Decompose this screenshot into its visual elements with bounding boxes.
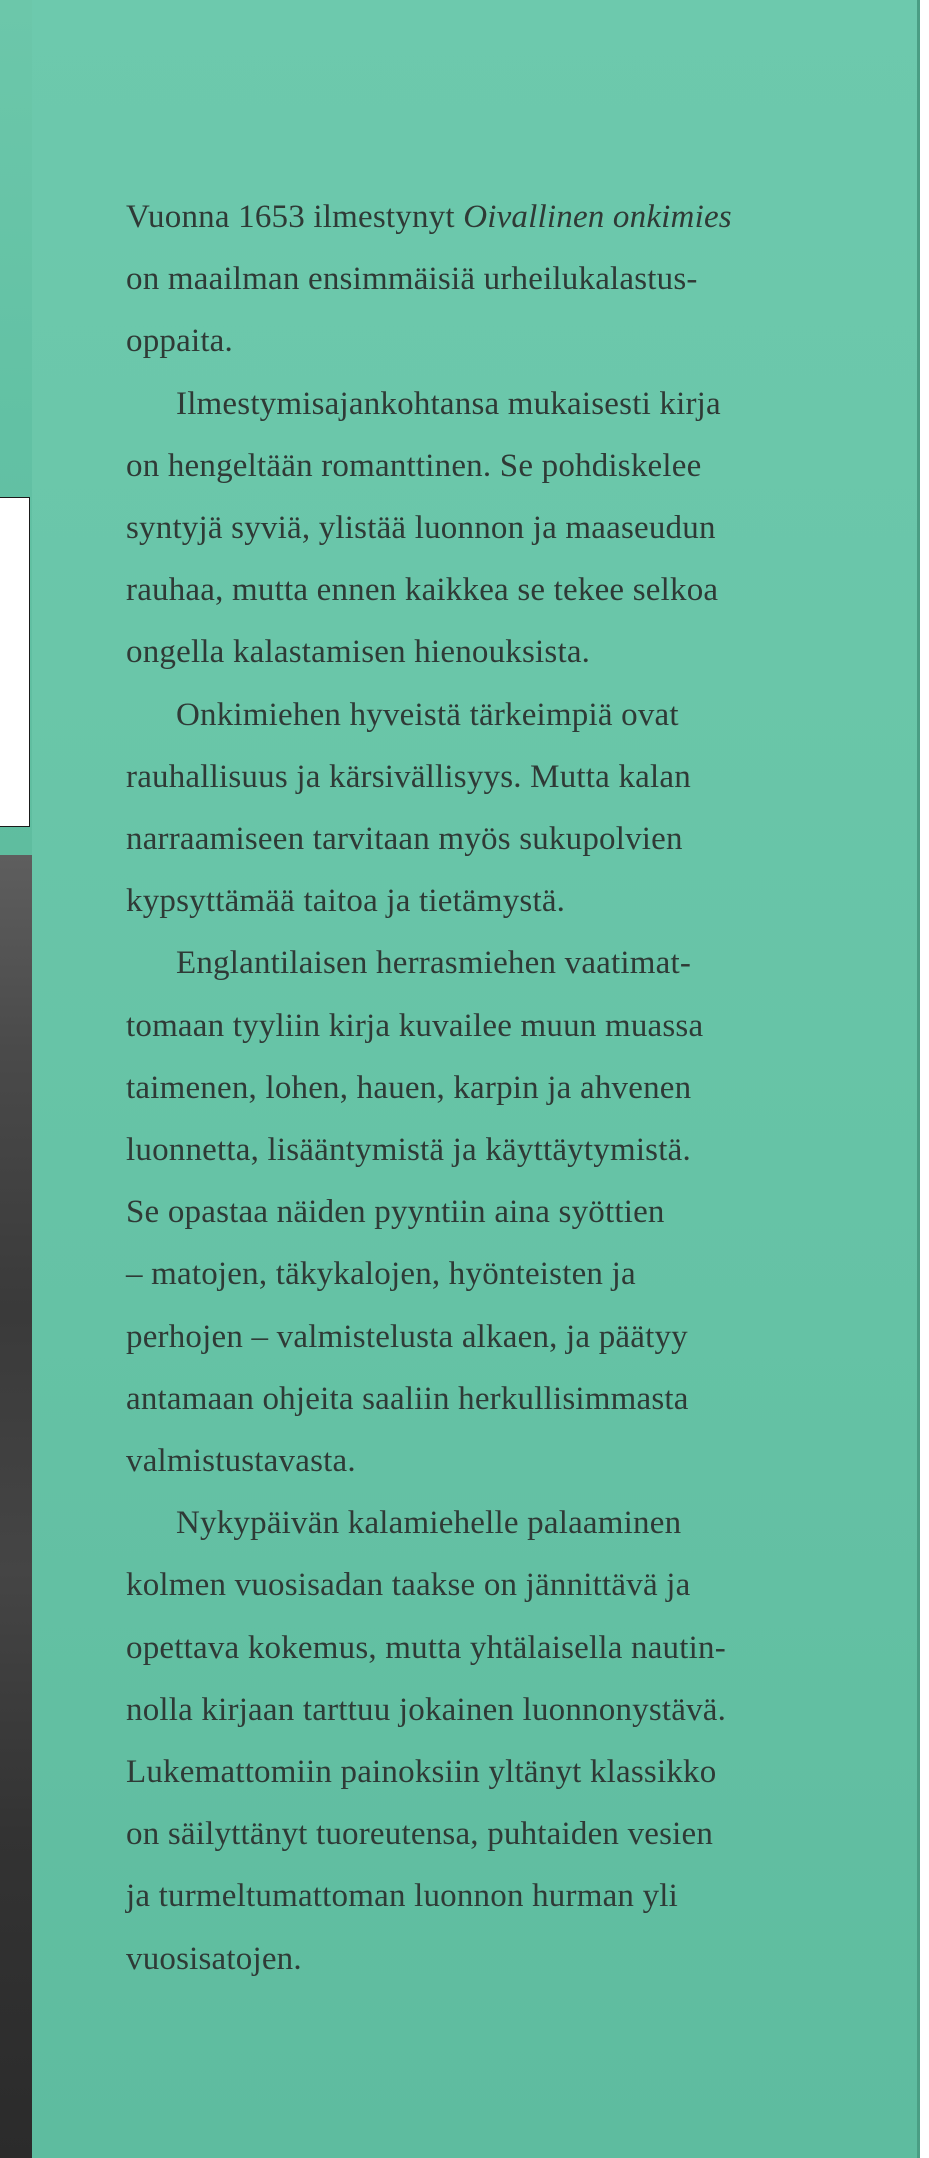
blurb-line bbox=[126, 684, 866, 746]
blurb-line bbox=[126, 1181, 866, 1243]
blurb-line bbox=[126, 621, 866, 683]
blurb-text: Englantilaisen herrasmiehen vaatimat- bbox=[176, 945, 692, 982]
blurb-paragraph bbox=[126, 932, 866, 1492]
blurb-line bbox=[126, 1243, 866, 1305]
blurb-line bbox=[126, 1492, 866, 1554]
blurb-line bbox=[126, 435, 866, 497]
blurb-line bbox=[126, 808, 866, 870]
blurb-text: taimenen, lohen, hauen, karpin ja ahvenen bbox=[126, 1069, 692, 1106]
blurb-line bbox=[126, 559, 866, 621]
blurb-line bbox=[126, 1803, 866, 1865]
blurb-line bbox=[126, 1928, 866, 1990]
blurb-line bbox=[126, 1617, 866, 1679]
blurb-text: tomaan tyyliin kirja kuvailee muun muassa bbox=[126, 1007, 704, 1044]
blurb-text: Onkimiehen hyveistä tärkeimpiä ovat bbox=[176, 696, 679, 733]
blurb-line bbox=[126, 1368, 866, 1430]
blurb-text: kolmen vuosisadan taakse on jännittävä ja bbox=[126, 1567, 691, 1604]
blurb-text: syntyjä syviä, ylistää luonnon ja maaseudun bbox=[126, 510, 716, 547]
blurb-text: on maailman ensimmäisiä urheilukalastus- bbox=[126, 261, 698, 298]
blurb-text: oppaita. bbox=[126, 323, 233, 360]
dark-spine-section bbox=[0, 855, 32, 2158]
blurb-line bbox=[126, 1430, 866, 1492]
blurb-text: vuosisatojen. bbox=[126, 1940, 302, 1977]
blurb-text: ongella kalastamisen hienouksista. bbox=[126, 634, 591, 671]
blurb-line bbox=[126, 497, 866, 559]
blurb-line bbox=[126, 1306, 866, 1368]
blurb-line bbox=[126, 373, 866, 435]
blurb-line bbox=[126, 1119, 866, 1181]
blurb-text: opettava kokemus, mutta yhtälaisella nautin- bbox=[126, 1629, 726, 1666]
blurb-text: narraamiseen tarvitaan myös sukupolvien bbox=[126, 821, 683, 858]
blurb-text: Vuonna 1653 ilmestynyt bbox=[126, 199, 464, 235]
blurb-paragraph bbox=[126, 186, 866, 373]
blurb-text: on hengeltään romanttinen. Se pohdiskelee bbox=[126, 447, 702, 484]
blurb-text: perhojen – valmistelusta alkaen, ja päätyy bbox=[126, 1318, 688, 1355]
blurb-text: ja turmeltumattoman luonnon hurman yli bbox=[126, 1878, 679, 1915]
blurb-text: on säilyttänyt tuoreutensa, puhtaiden vesien bbox=[126, 1816, 714, 1853]
book-title-italic: Oivallinen onkimies bbox=[463, 199, 732, 235]
white-label-tab bbox=[0, 497, 30, 827]
blurb-text: luonnetta, lisääntymistä ja käyttäytymistä. bbox=[126, 1132, 691, 1169]
blurb-text: nolla kirjaan tarttuu jokainen luonnonystävä. bbox=[126, 1691, 727, 1728]
blurb-text: Nykypäivän kalamiehelle palaaminen bbox=[176, 1505, 682, 1542]
blurb-text: Ilmestymisajankohtansa mukaisesti kirja bbox=[176, 385, 721, 422]
blurb-line bbox=[126, 1679, 866, 1741]
blurb-text: antamaan ohjeita saaliin herkullisimmasta bbox=[126, 1380, 689, 1417]
blurb-line bbox=[126, 746, 866, 808]
blurb-paragraph bbox=[126, 1492, 866, 1990]
back-cover-blurb bbox=[126, 186, 866, 1990]
blurb-text: rauhaa, mutta ennen kaikkea se tekee selkoa bbox=[126, 572, 719, 609]
blurb-line bbox=[126, 932, 866, 994]
blurb-text: kypsyttämää taitoa ja tietämystä. bbox=[126, 883, 566, 920]
cover-right-edge bbox=[917, 0, 920, 2158]
blurb-paragraph bbox=[126, 373, 866, 684]
blurb-line bbox=[126, 310, 866, 372]
blurb-line bbox=[126, 1057, 866, 1119]
blurb-line bbox=[126, 248, 866, 310]
blurb-text: – matojen, täkykalojen, hyönteisten ja bbox=[126, 1256, 636, 1293]
blurb-line bbox=[126, 186, 866, 248]
blurb-text: valmistustavasta. bbox=[126, 1443, 356, 1480]
blurb-text: Se opastaa näiden pyyntiin aina syöttien bbox=[126, 1194, 665, 1231]
blurb-line bbox=[126, 995, 866, 1057]
blurb-line bbox=[126, 1741, 866, 1803]
blurb-line bbox=[126, 1554, 866, 1616]
blurb-text: rauhallisuus ja kärsivällisyys. Mutta kalan bbox=[126, 758, 691, 795]
blurb-line bbox=[126, 1865, 866, 1927]
blurb-paragraph bbox=[126, 684, 866, 933]
blurb-text: Lukemattomiin painoksiin yltänyt klassikko bbox=[126, 1754, 717, 1791]
blurb-line bbox=[126, 870, 866, 932]
